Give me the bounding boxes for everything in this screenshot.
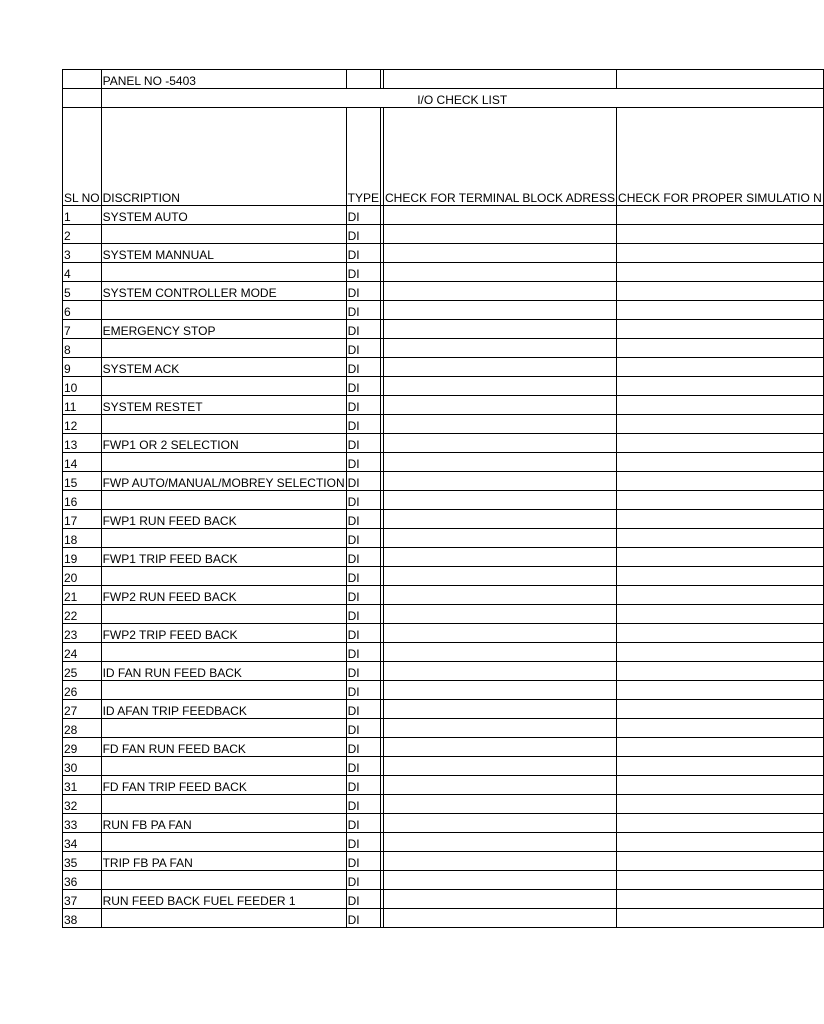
- description-cell[interactable]: [101, 719, 346, 738]
- type-cell[interactable]: DI: [346, 738, 380, 757]
- sl-no-cell[interactable]: 25: [63, 662, 102, 681]
- description-cell[interactable]: RUN FB PA FAN: [101, 814, 346, 833]
- terminal-check-cell[interactable]: [383, 662, 616, 681]
- sl-no-cell[interactable]: 17: [63, 510, 102, 529]
- cell[interactable]: [63, 89, 102, 108]
- table-row: [63, 795, 824, 814]
- description-cell[interactable]: [101, 833, 346, 852]
- table-row: [63, 339, 824, 358]
- type-cell[interactable]: DI: [346, 320, 380, 339]
- header-terminal-text: CHECK FOR TERMINAL BLOCK ADRESS: [384, 191, 616, 205]
- description-cell[interactable]: SYSTEM CONTROLLER MODE: [101, 282, 346, 301]
- terminal-check-cell[interactable]: [383, 643, 616, 662]
- terminal-check-cell[interactable]: [383, 890, 616, 909]
- table-row: [63, 586, 824, 605]
- sl-no-cell[interactable]: 28: [63, 719, 102, 738]
- table-row: [63, 738, 824, 757]
- type-cell[interactable]: DI: [346, 719, 380, 738]
- sl-no-cell[interactable]: 5: [63, 282, 102, 301]
- description-cell[interactable]: [101, 681, 346, 700]
- type-cell[interactable]: DI: [346, 225, 380, 244]
- sl-no-cell[interactable]: 6: [63, 301, 102, 320]
- sl-no-cell[interactable]: 1: [63, 206, 102, 225]
- table-row: [63, 415, 824, 434]
- terminal-check-cell[interactable]: [383, 605, 616, 624]
- table-row: [63, 605, 824, 624]
- sl-no-cell[interactable]: 27: [63, 700, 102, 719]
- table-row: [63, 263, 824, 282]
- type-cell[interactable]: DI: [346, 529, 380, 548]
- simulation-check-cell[interactable]: [617, 225, 824, 244]
- sl-no-cell[interactable]: 37: [63, 890, 102, 909]
- type-cell[interactable]: DI: [346, 890, 380, 909]
- type-cell[interactable]: DI: [346, 415, 380, 434]
- list-title[interactable]: I/O CHECK LIST: [101, 89, 823, 108]
- type-cell[interactable]: DI: [346, 453, 380, 472]
- header-terminal-block[interactable]: [383, 108, 616, 206]
- sl-no-cell[interactable]: 33: [63, 814, 102, 833]
- header-row: [63, 108, 824, 206]
- terminal-check-cell[interactable]: [383, 586, 616, 605]
- type-cell[interactable]: DI: [346, 662, 380, 681]
- simulation-check-cell[interactable]: [617, 662, 824, 681]
- sl-no-cell[interactable]: 34: [63, 833, 102, 852]
- terminal-check-cell[interactable]: [383, 453, 616, 472]
- type-cell[interactable]: DI: [346, 852, 380, 871]
- terminal-check-cell[interactable]: [383, 320, 616, 339]
- title-row: [63, 89, 824, 108]
- type-cell[interactable]: DI: [346, 624, 380, 643]
- description-cell[interactable]: [101, 871, 346, 890]
- sl-no-cell[interactable]: 2: [63, 225, 102, 244]
- type-cell[interactable]: DI: [346, 814, 380, 833]
- description-cell[interactable]: FD FAN RUN FEED BACK: [101, 738, 346, 757]
- type-cell[interactable]: DI: [346, 833, 380, 852]
- sl-no-cell[interactable]: 32: [63, 795, 102, 814]
- table-row: [63, 320, 824, 339]
- type-cell[interactable]: DI: [346, 472, 380, 491]
- terminal-check-cell[interactable]: [383, 301, 616, 320]
- terminal-check-cell[interactable]: [383, 852, 616, 871]
- panel-row: [63, 70, 824, 89]
- table-row: [63, 833, 824, 852]
- terminal-check-cell[interactable]: [383, 548, 616, 567]
- header-description[interactable]: DISCRIPTION: [101, 108, 346, 206]
- simulation-check-cell[interactable]: [617, 795, 824, 814]
- description-cell[interactable]: EMERGENCY STOP: [101, 320, 346, 339]
- table-row: [63, 814, 824, 833]
- simulation-check-cell[interactable]: [617, 643, 824, 662]
- simulation-check-cell[interactable]: [617, 833, 824, 852]
- description-cell[interactable]: FWP1 RUN FEED BACK: [101, 510, 346, 529]
- description-cell[interactable]: [101, 453, 346, 472]
- table-row: [63, 757, 824, 776]
- description-cell[interactable]: [101, 795, 346, 814]
- terminal-check-cell[interactable]: [383, 244, 616, 263]
- description-cell[interactable]: TRIP FB PA FAN: [101, 852, 346, 871]
- simulation-check-cell[interactable]: [617, 206, 824, 225]
- header-type[interactable]: TYPE: [346, 108, 380, 206]
- terminal-check-cell[interactable]: [383, 624, 616, 643]
- simulation-check-cell[interactable]: [617, 605, 824, 624]
- table-row: [63, 871, 824, 890]
- type-cell[interactable]: DI: [346, 871, 380, 890]
- cell[interactable]: [383, 70, 616, 89]
- terminal-check-cell[interactable]: [383, 719, 616, 738]
- description-cell[interactable]: FWP2 TRIP FEED BACK: [101, 624, 346, 643]
- simulation-check-cell[interactable]: [617, 586, 824, 605]
- sl-no-cell[interactable]: 21: [63, 586, 102, 605]
- table-row: [63, 472, 824, 491]
- description-cell[interactable]: FWP AUTO/MANUAL/MOBREY SELECTION: [101, 472, 346, 491]
- sl-no-cell[interactable]: 3: [63, 244, 102, 263]
- terminal-check-cell[interactable]: [383, 510, 616, 529]
- sl-no-cell[interactable]: 24: [63, 643, 102, 662]
- simulation-check-cell[interactable]: [617, 244, 824, 263]
- description-cell[interactable]: [101, 757, 346, 776]
- simulation-check-cell[interactable]: [617, 453, 824, 472]
- description-cell[interactable]: [101, 567, 346, 586]
- terminal-check-cell[interactable]: [383, 795, 616, 814]
- type-cell[interactable]: DI: [346, 206, 380, 225]
- table-row: [63, 624, 824, 643]
- table-row: [63, 434, 824, 453]
- header-proper-simulation[interactable]: [617, 108, 824, 206]
- table-row: [63, 358, 824, 377]
- simulation-check-cell[interactable]: [617, 320, 824, 339]
- sl-no-cell[interactable]: 30: [63, 757, 102, 776]
- table-row: [63, 548, 824, 567]
- terminal-check-cell[interactable]: [383, 263, 616, 282]
- table-row: [63, 282, 824, 301]
- sl-no-cell[interactable]: 10: [63, 377, 102, 396]
- description-cell[interactable]: [101, 491, 346, 510]
- terminal-check-cell[interactable]: [383, 871, 616, 890]
- type-cell[interactable]: DI: [346, 263, 380, 282]
- table-row: [63, 719, 824, 738]
- type-cell[interactable]: DI: [346, 567, 380, 586]
- terminal-check-cell[interactable]: [383, 681, 616, 700]
- terminal-check-cell[interactable]: [383, 434, 616, 453]
- terminal-check-cell[interactable]: [383, 358, 616, 377]
- simulation-check-cell[interactable]: [617, 358, 824, 377]
- table-row: [63, 890, 824, 909]
- simulation-check-cell[interactable]: [617, 510, 824, 529]
- cell[interactable]: [617, 70, 824, 89]
- type-cell[interactable]: DI: [346, 510, 380, 529]
- type-cell[interactable]: DI: [346, 605, 380, 624]
- type-cell[interactable]: DI: [346, 909, 380, 928]
- cell[interactable]: [63, 70, 102, 89]
- sl-no-cell[interactable]: 4: [63, 263, 102, 282]
- terminal-check-cell[interactable]: [383, 738, 616, 757]
- sl-no-cell[interactable]: 18: [63, 529, 102, 548]
- simulation-check-cell[interactable]: [617, 339, 824, 358]
- simulation-check-cell[interactable]: [617, 282, 824, 301]
- description-cell[interactable]: FD FAN TRIP FEED BACK: [101, 776, 346, 795]
- description-cell[interactable]: [101, 605, 346, 624]
- simulation-check-cell[interactable]: [617, 529, 824, 548]
- simulation-check-cell[interactable]: [617, 700, 824, 719]
- sl-no-cell[interactable]: 16: [63, 491, 102, 510]
- simulation-check-cell[interactable]: [617, 814, 824, 833]
- type-cell[interactable]: DI: [346, 339, 380, 358]
- terminal-check-cell[interactable]: [383, 377, 616, 396]
- description-cell[interactable]: RUN FEED BACK FUEL FEEDER 1: [101, 890, 346, 909]
- description-cell[interactable]: ID AFAN TRIP FEEDBACK: [101, 700, 346, 719]
- terminal-check-cell[interactable]: [383, 833, 616, 852]
- simulation-check-cell[interactable]: [617, 624, 824, 643]
- simulation-check-cell[interactable]: [617, 567, 824, 586]
- sl-no-cell[interactable]: 36: [63, 871, 102, 890]
- type-cell[interactable]: DI: [346, 681, 380, 700]
- table-row: [63, 681, 824, 700]
- simulation-check-cell[interactable]: [617, 871, 824, 890]
- sl-no-cell[interactable]: 15: [63, 472, 102, 491]
- type-cell[interactable]: DI: [346, 244, 380, 263]
- type-cell[interactable]: DI: [346, 434, 380, 453]
- io-check-list-table: [62, 69, 824, 928]
- type-cell[interactable]: DI: [346, 586, 380, 605]
- simulation-check-cell[interactable]: [617, 396, 824, 415]
- type-cell[interactable]: DI: [346, 643, 380, 662]
- table-row: [63, 377, 824, 396]
- description-cell[interactable]: SYSTEM RESTET: [101, 396, 346, 415]
- sl-no-cell[interactable]: 9: [63, 358, 102, 377]
- sl-no-cell[interactable]: 19: [63, 548, 102, 567]
- sl-no-cell[interactable]: 31: [63, 776, 102, 795]
- terminal-check-cell[interactable]: [383, 909, 616, 928]
- header-simulation-text: CHECK FOR PROPER SIMULATIO N: [618, 191, 822, 205]
- type-cell[interactable]: DI: [346, 757, 380, 776]
- description-cell[interactable]: [101, 225, 346, 244]
- table-row: [63, 529, 824, 548]
- cell[interactable]: [346, 70, 380, 89]
- table-row: [63, 567, 824, 586]
- terminal-check-cell[interactable]: [383, 814, 616, 833]
- terminal-check-cell[interactable]: [383, 206, 616, 225]
- simulation-check-cell[interactable]: [617, 301, 824, 320]
- type-cell[interactable]: DI: [346, 377, 380, 396]
- simulation-check-cell[interactable]: [617, 719, 824, 738]
- table-row: [63, 852, 824, 871]
- type-cell[interactable]: DI: [346, 282, 380, 301]
- sl-no-cell[interactable]: 13: [63, 434, 102, 453]
- type-cell[interactable]: DI: [346, 358, 380, 377]
- terminal-check-cell[interactable]: [383, 757, 616, 776]
- table-row: [63, 909, 824, 928]
- terminal-check-cell[interactable]: [383, 529, 616, 548]
- table-row: [63, 643, 824, 662]
- sl-no-cell[interactable]: 11: [63, 396, 102, 415]
- terminal-check-cell[interactable]: [383, 415, 616, 434]
- simulation-check-cell[interactable]: [617, 681, 824, 700]
- table-row: [63, 206, 824, 225]
- panel-label[interactable]: PANEL NO -5403: [101, 70, 346, 89]
- description-cell[interactable]: [101, 377, 346, 396]
- description-cell[interactable]: [101, 529, 346, 548]
- terminal-check-cell[interactable]: [383, 491, 616, 510]
- sl-no-cell[interactable]: 20: [63, 567, 102, 586]
- sl-no-cell[interactable]: 35: [63, 852, 102, 871]
- terminal-check-cell[interactable]: [383, 225, 616, 244]
- description-cell[interactable]: [101, 339, 346, 358]
- description-cell[interactable]: SYSTEM ACK: [101, 358, 346, 377]
- description-cell[interactable]: [101, 415, 346, 434]
- terminal-check-cell[interactable]: [383, 339, 616, 358]
- sl-no-cell[interactable]: 14: [63, 453, 102, 472]
- header-sl-no[interactable]: SL NO: [63, 108, 102, 206]
- description-cell[interactable]: [101, 909, 346, 928]
- simulation-check-cell[interactable]: [617, 472, 824, 491]
- type-cell[interactable]: DI: [346, 795, 380, 814]
- description-cell[interactable]: [101, 263, 346, 282]
- table-row: [63, 776, 824, 795]
- simulation-check-cell[interactable]: [617, 377, 824, 396]
- table-row: [63, 301, 824, 320]
- sl-no-cell[interactable]: 26: [63, 681, 102, 700]
- simulation-check-cell[interactable]: [617, 415, 824, 434]
- simulation-check-cell[interactable]: [617, 852, 824, 871]
- table-row: [63, 491, 824, 510]
- table-row: [63, 510, 824, 529]
- description-cell[interactable]: SYSTEM AUTO: [101, 206, 346, 225]
- description-cell[interactable]: FWP2 RUN FEED BACK: [101, 586, 346, 605]
- terminal-check-cell[interactable]: [383, 396, 616, 415]
- simulation-check-cell[interactable]: [617, 491, 824, 510]
- type-cell[interactable]: DI: [346, 491, 380, 510]
- sl-no-cell[interactable]: 38: [63, 909, 102, 928]
- type-cell[interactable]: DI: [346, 776, 380, 795]
- table-row: [63, 396, 824, 415]
- type-cell[interactable]: DI: [346, 700, 380, 719]
- sl-no-cell[interactable]: 12: [63, 415, 102, 434]
- terminal-check-cell[interactable]: [383, 472, 616, 491]
- sl-no-cell[interactable]: 23: [63, 624, 102, 643]
- terminal-check-cell[interactable]: [383, 282, 616, 301]
- simulation-check-cell[interactable]: [617, 263, 824, 282]
- simulation-check-cell[interactable]: [617, 757, 824, 776]
- table-row: [63, 662, 824, 681]
- terminal-check-cell[interactable]: [383, 776, 616, 795]
- simulation-check-cell[interactable]: [617, 738, 824, 757]
- type-cell[interactable]: DI: [346, 548, 380, 567]
- description-cell[interactable]: [101, 301, 346, 320]
- sl-no-cell[interactable]: 22: [63, 605, 102, 624]
- simulation-check-cell[interactable]: [617, 890, 824, 909]
- table-row: [63, 225, 824, 244]
- description-cell[interactable]: FWP1 TRIP FEED BACK: [101, 548, 346, 567]
- terminal-check-cell[interactable]: [383, 567, 616, 586]
- sl-no-cell[interactable]: 8: [63, 339, 102, 358]
- description-cell[interactable]: ID FAN RUN FEED BACK: [101, 662, 346, 681]
- sl-no-cell[interactable]: 29: [63, 738, 102, 757]
- simulation-check-cell[interactable]: [617, 776, 824, 795]
- table-row: [63, 700, 824, 719]
- table-row: [63, 453, 824, 472]
- simulation-check-cell[interactable]: [617, 548, 824, 567]
- description-cell[interactable]: [101, 643, 346, 662]
- type-cell[interactable]: DI: [346, 301, 380, 320]
- simulation-check-cell[interactable]: [617, 434, 824, 453]
- sl-no-cell[interactable]: 7: [63, 320, 102, 339]
- table-row: [63, 244, 824, 263]
- description-cell[interactable]: SYSTEM MANNUAL: [101, 244, 346, 263]
- type-cell[interactable]: DI: [346, 396, 380, 415]
- description-cell[interactable]: FWP1 OR 2 SELECTION: [101, 434, 346, 453]
- terminal-check-cell[interactable]: [383, 700, 616, 719]
- simulation-check-cell[interactable]: [617, 909, 824, 928]
